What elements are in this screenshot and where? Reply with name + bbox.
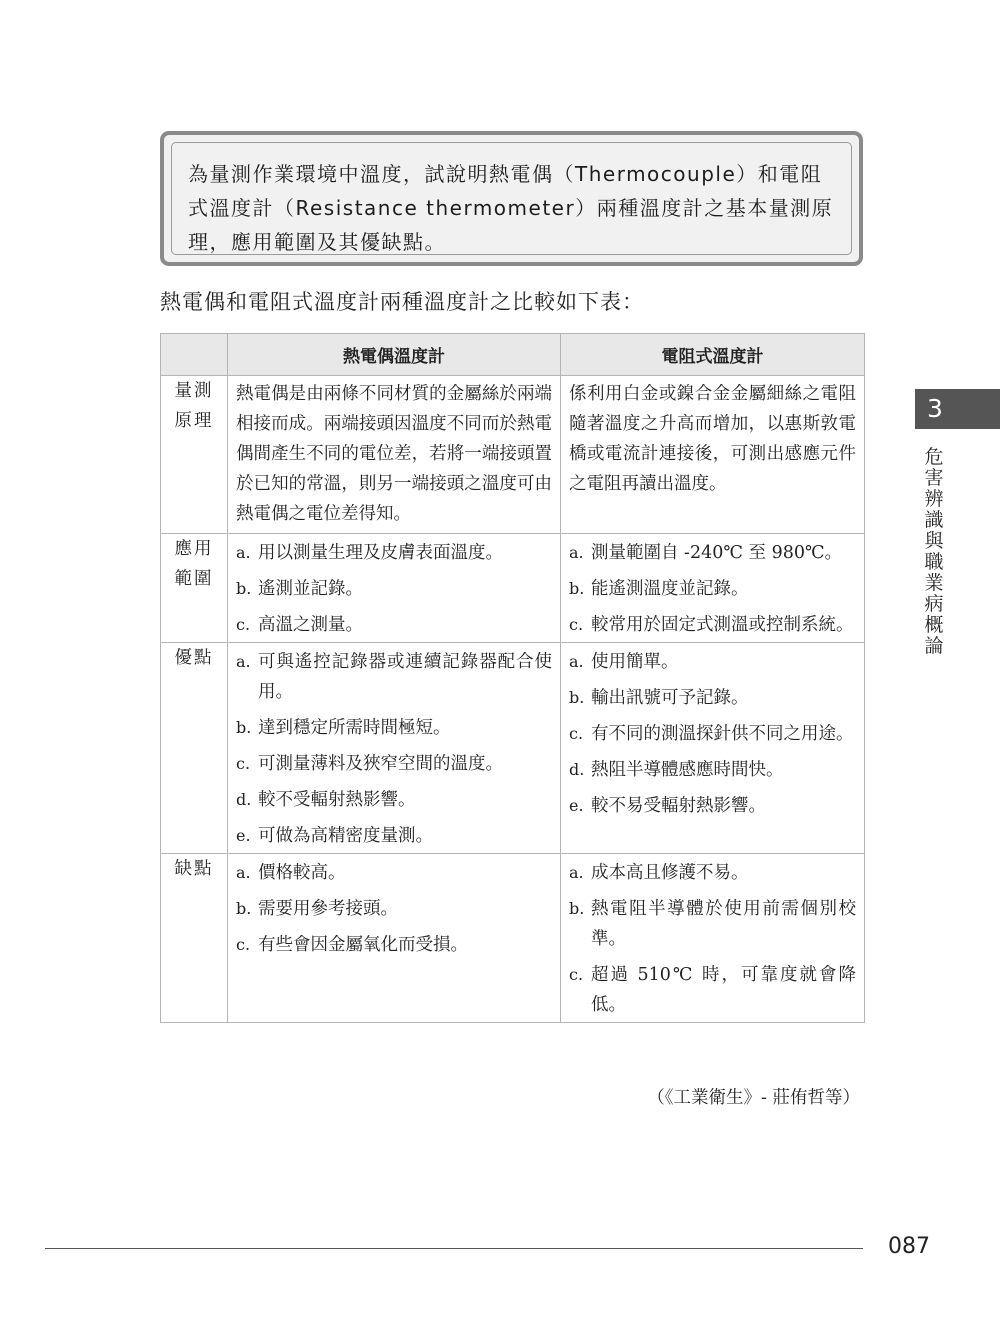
- list-item: [236, 930, 552, 960]
- chapter-title: 危害辨識與職業病概論: [924, 446, 944, 657]
- list-item-text: 可做為高精密度量測。: [258, 826, 433, 846]
- list-item: [569, 538, 856, 568]
- list-item-text: 測量範圍自 -240℃ 至 980℃。: [591, 543, 843, 563]
- list-marker: b.: [236, 718, 252, 737]
- list-marker: a.: [569, 543, 584, 562]
- list-item: [236, 858, 552, 888]
- row-label-disadvantages: 缺點: [161, 854, 228, 1023]
- list-item: [236, 894, 552, 924]
- list-item-text: 較不受輻射熱影響。: [258, 790, 416, 810]
- list-item: [569, 858, 856, 888]
- list-marker: a.: [569, 652, 584, 671]
- list-item-text: 熱電阻半導體於使用前需個別校準。: [591, 899, 856, 949]
- advantages-thermocouple-list: [236, 647, 552, 851]
- disadvantages-thermocouple-list: [236, 858, 552, 960]
- list-marker: a.: [236, 863, 251, 882]
- list-item-text: 達到穩定所需時間極短。: [258, 718, 451, 738]
- list-marker: a.: [236, 543, 251, 562]
- disadvantages-resistance-list: [569, 858, 856, 1020]
- source-citation: （《工業衛生》- 莊侑哲等）: [647, 1088, 860, 1108]
- list-item: [569, 574, 856, 604]
- list-item-text: 輸出訊號可予記錄。: [591, 688, 749, 708]
- list-item: [569, 647, 856, 677]
- list-marker: b.: [236, 579, 252, 598]
- list-marker: e.: [569, 796, 584, 815]
- list-item-text: 成本高且修護不易。: [591, 863, 749, 883]
- question-box: [160, 131, 863, 266]
- list-item-text: 可與遙控記錄器或連續記錄器配合使用。: [258, 652, 552, 702]
- list-item-text: 有不同的測溫探針供不同之用途。: [591, 724, 854, 744]
- table-row-principle: [161, 376, 865, 534]
- list-item-text: 能遙測溫度並記錄。: [591, 579, 749, 599]
- list-item: [569, 894, 856, 954]
- list-item-text: 可測量薄料及狹窄空間的溫度。: [258, 754, 503, 774]
- row-label-application: 應用範圍: [161, 534, 228, 643]
- list-item: [569, 791, 856, 821]
- row-label-advantages: 優點: [161, 643, 228, 854]
- header-resistance: 電阻式溫度計: [561, 334, 865, 376]
- application-resistance-list: [569, 538, 856, 640]
- list-item: [569, 719, 856, 749]
- list-item-text: 需要用參考接頭。: [258, 899, 398, 919]
- list-item: [569, 960, 856, 1020]
- principle-thermocouple: 熱電偶是由兩條不同材質的金屬絲於兩端相接而成。兩端接頭因溫度不同而於熱電偶間產生不同的電位差，若將一端接頭置於已知的常溫，則另一端接頭之溫度可由熱電偶之電位差得知。: [228, 376, 561, 534]
- list-item: [569, 755, 856, 785]
- footer-rule: [45, 1248, 863, 1249]
- table-row-application: [161, 534, 865, 643]
- list-marker: d.: [569, 760, 585, 779]
- list-marker: a.: [569, 863, 584, 882]
- list-marker: a.: [236, 652, 251, 671]
- advantages-resistance-list: [569, 647, 856, 821]
- list-marker: c.: [236, 935, 251, 954]
- header-corner-cell: [161, 334, 228, 376]
- list-item: [236, 574, 552, 604]
- list-item: [236, 821, 552, 851]
- list-item-text: 較不易受輻射熱影響。: [591, 796, 766, 816]
- list-item-text: 有些會因金屬氧化而受損。: [258, 935, 468, 955]
- list-item: [236, 785, 552, 815]
- list-marker: b.: [569, 688, 585, 707]
- chapter-tab: 3: [915, 389, 1000, 429]
- list-item: [236, 713, 552, 743]
- list-item: [236, 538, 552, 568]
- list-item: [236, 610, 552, 640]
- list-marker: c.: [569, 965, 584, 984]
- list-item-text: 高溫之測量。: [258, 615, 363, 635]
- intro-text: 熱電偶和電阻式溫度計兩種溫度計之比較如下表：: [160, 290, 644, 314]
- list-item-text: 超過 510℃ 時，可靠度就會降低。: [591, 965, 856, 1015]
- list-item-text: 價格較高。: [258, 863, 346, 883]
- list-marker: b.: [569, 899, 585, 918]
- list-marker: e.: [236, 826, 251, 845]
- list-item: [236, 749, 552, 779]
- list-item-text: 較常用於固定式測溫或控制系統。: [591, 615, 854, 635]
- page-number: 087: [888, 1234, 930, 1259]
- comparison-table: [160, 333, 865, 1023]
- list-marker: b.: [236, 899, 252, 918]
- header-thermocouple: 熱電偶溫度計: [228, 334, 561, 376]
- list-item-text: 用以測量生理及皮膚表面溫度。: [258, 543, 503, 563]
- list-marker: c.: [569, 615, 584, 634]
- list-item: [236, 647, 552, 707]
- table-header-row: [161, 334, 865, 376]
- principle-resistance: 係利用白金或鎳合金金屬細絲之電阻隨著溫度之升高而增加，以惠斯敦電橋或電流計連接後，可測出感應元件之電阻再讀出溫度。: [561, 376, 865, 534]
- table-row-advantages: [161, 643, 865, 854]
- question-text: 為量測作業環境中溫度，試說明熱電偶（Thermocouple）和電阻式溫度計（Resistance thermometer）兩種溫度計之基本量測原理，應用範圍及其優缺點。: [171, 142, 852, 255]
- list-item: [569, 610, 856, 640]
- list-item-text: 使用簡單。: [591, 652, 679, 672]
- list-marker: c.: [236, 615, 251, 634]
- list-marker: d.: [236, 790, 252, 809]
- list-marker: c.: [236, 754, 251, 773]
- list-marker: b.: [569, 579, 585, 598]
- row-label-principle: 量測原理: [161, 376, 228, 534]
- list-item: [569, 683, 856, 713]
- list-marker: c.: [569, 724, 584, 743]
- list-item-text: 熱阻半導體感應時間快。: [591, 760, 784, 780]
- application-thermocouple-list: [236, 538, 552, 640]
- table-row-disadvantages: [161, 854, 865, 1023]
- list-item-text: 遙測並記錄。: [258, 579, 363, 599]
